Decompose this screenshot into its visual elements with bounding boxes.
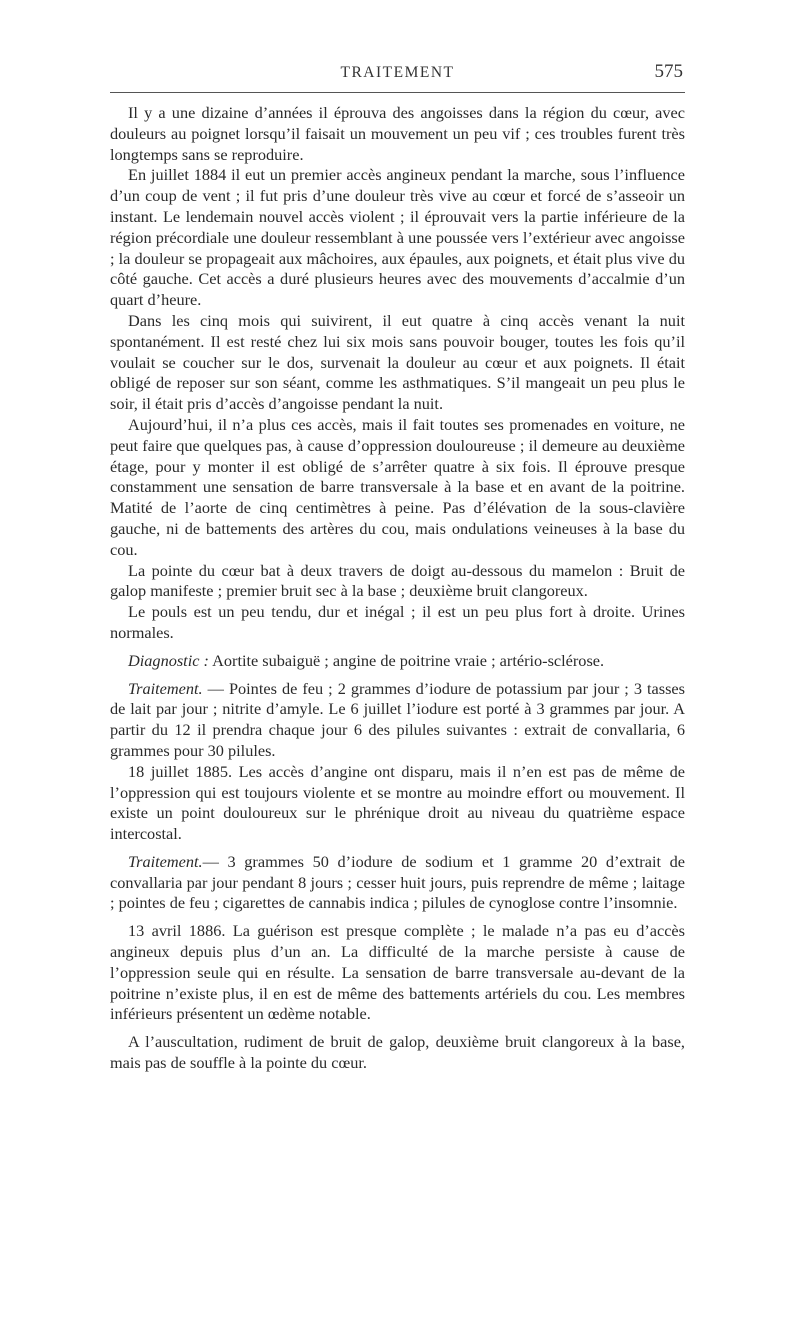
page-number: 575 (654, 61, 683, 82)
paragraph: 18 juillet 1885. Les accès d’angine ont disparu, mais il n’en est pas de même de l’oppression qui est toujours violente et se montre au moindre effort ou mouvement. Il existe un point douloureux sur le phrénique droit au niveau du quatrième espace intercostal. (110, 761, 685, 844)
paragraph: Aujourd’hui, il n’a plus ces accès, mais il fait toutes ses promenades en voiture, ne peut faire que quelques pas, à cause d’oppression douloureuse ; il demeure au deuxième étage, pour y monter il est obligé de s’arrêter quatre à six fois. Il éprouve presque constamment une sensation de barre transversale à la base et en avant de la poitrine. Matité de l’aorte de cinq centimètres à peine. Pas d’élévation de la sous-clavière gauche, ni de battements des artères du cou, mais ondulations veineuses à la base du cou. (110, 414, 685, 559)
section-label: Traitement. (128, 678, 203, 698)
treatment-paragraph: Traitement. — Pointes de feu ; 2 grammes d’iodure de potassium par jour ; 3 tasses de lait par jour ; nitrite d’amyle. Le 6 juillet l’iodure est porté à 3 grammes par jour. A partir du 12 il prendra chaque jour 6 des pilules suivantes : extrait de convallaria, 6 grammes pour 30 pilules. (110, 678, 685, 760)
running-title: TRAITEMENT (340, 64, 455, 81)
paragraph: Le pouls est un peu tendu, dur et inégal ; il est un peu plus fort à droite. Urines normales. (110, 602, 685, 642)
section-label: Traitement. (128, 851, 203, 871)
paragraph: A l’auscultation, rudiment de bruit de galop, deuxième bruit clangoreux à la base, mais pas de souffle à la pointe du cœur. (110, 1032, 685, 1073)
section-label: Diagnostic : (128, 650, 209, 670)
body-text (110, 103, 685, 1074)
diagnostic-paragraph: Diagnostic : Aortite subaiguë ; angine de poitrine vraie ; artério-sclérose. (128, 650, 605, 670)
paragraph: En juillet 1884 il eut un premier accès angineux pendant la marche, sous l’influence d’un coup de vent ; il fut pris d’une douleur très vive au cœur et forcé de s’asseoir un instant. Le lendemain nouvel accès violent ; il éprouvait vers la partie inférieure de la région précordiale une douleur ressemblant à une poussée vers l’extérieur avec angoisse ; la douleur se propageait aux mâchoires, aux épaules, aux poignets, et était plus vive du côté gauche. Cet accès a duré plusieurs heures avec des mouvements d’accalmie d’un quart d’heure. (110, 165, 685, 310)
paragraph: Dans les cinq mois qui suivirent, il eut quatre à cinq accès venant la nuit spontanément. Il est resté chez lui six mois sans pouvoir bouger, toutes les fois qu’il voulait se coucher sur le dos, survenait la douleur au cœur et aux poignets. Il était obligé de reposer sur son séant, comme les asthmatiques. S’il mangeait un peu plus le soir, il était pris d’accès d’angoisse pendant la nuit. (110, 310, 685, 414)
paragraph: Il y a une dizaine d’années il éprouva des angoisses dans la région du cœur, avec douleurs au poignet lorsqu’il faisait un mouvement un peu vif ; ces troubles furent très longtemps sans se reproduire. (110, 103, 685, 164)
paragraph: 13 avril 1886. La guérison est presque complète ; le malade n’a pas eu d’accès angineux depuis plus d’un an. La difficulté de la marche persiste à cause de l’oppression seule qui en résulte. La sensation de barre transversale au-devant de la poitrine n’existe plus, il en est de même des battements artériels du cou. Les membres inférieurs présentent un œdème notable. (110, 921, 685, 1024)
paragraph: La pointe du cœur bat à deux travers de doigt au-dessous du mamelon : Bruit de galop manifeste ; premier bruit sec à la base ; deuxième bruit clangoreux. (110, 560, 685, 601)
treatment-paragraph: Traitement.— 3 grammes 50 d’iodure de sodium et 1 gramme 20 d’extrait de convallaria par jour pendant 8 jours ; cesser huit jours, puis reprendre de même ; laitage ; pointes de feu ; cigarettes de cannabis indica ; pilules de cynoglose contre l’insomnie. (110, 851, 685, 913)
page-header (110, 62, 685, 93)
